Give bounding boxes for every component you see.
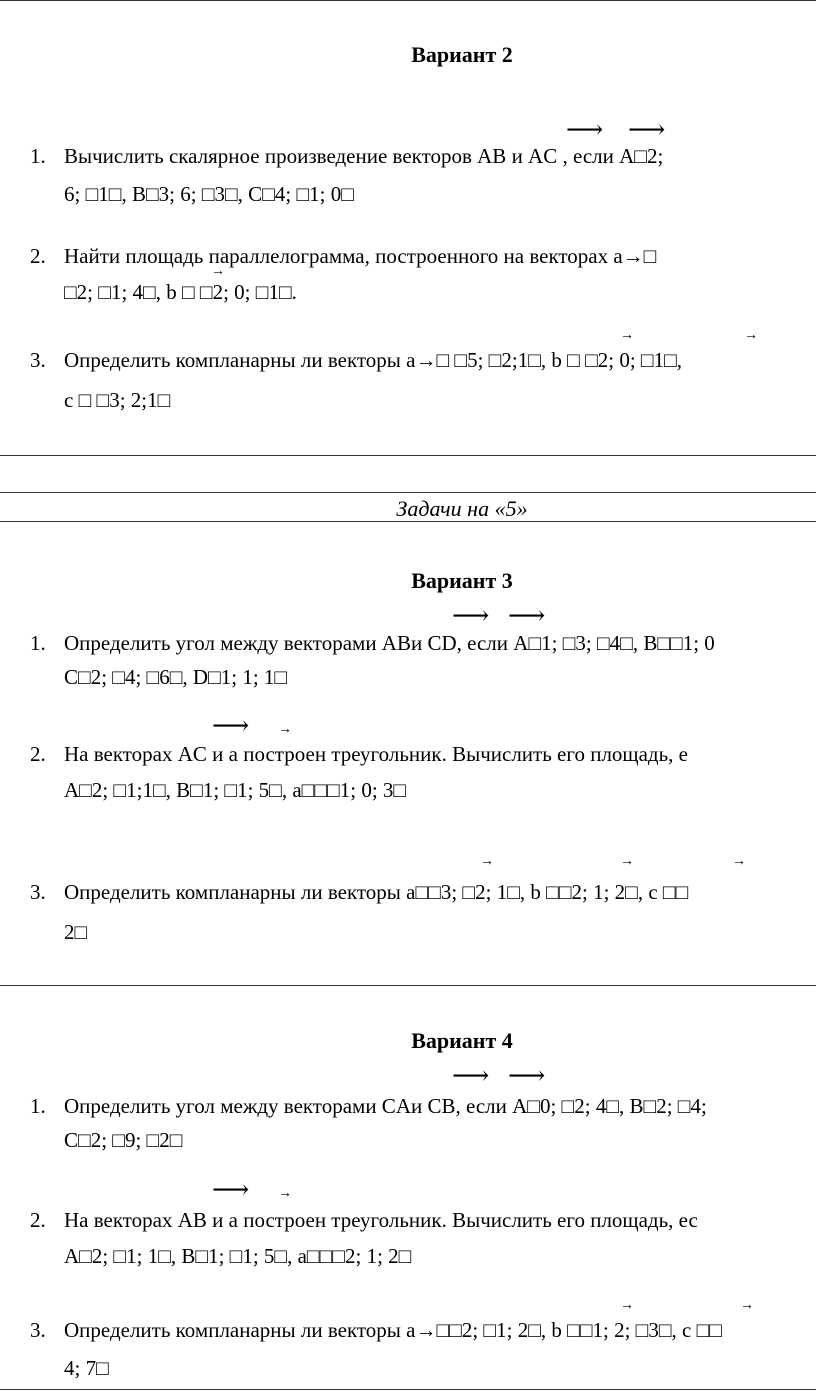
task-text: Вычислить скалярное произведение векторов AB и AC , если A□2;	[64, 144, 664, 168]
variant-2-title: Вариант 2	[411, 42, 513, 67]
section-title: Задачи на «5»	[396, 496, 528, 521]
task-number: 3.	[30, 880, 46, 904]
divider-rule	[0, 492, 816, 493]
task-text: A□2; □1;1□, B□1; □1; 5□, a□□□1; 0; 3□	[64, 778, 407, 802]
task-number: 3.	[30, 348, 46, 372]
vector-arrow: →	[620, 328, 634, 343]
vector-arrow: →	[620, 1298, 634, 1313]
vector-arrow: ⟶	[566, 115, 604, 144]
task-text: C□2; □4; □6□, D□1; 1; 1□	[64, 665, 288, 689]
vector-arrow: ⟶	[212, 711, 250, 740]
task-text: Определить угол между векторами CAи CB, если A□0; □2; 4□, B□2; □4;	[64, 1094, 707, 1118]
task-text: 2□	[64, 920, 88, 944]
task-text: Определить компланарны ли векторы a→□□2; □1; 2□, b □□1; 2; □3□, c □□	[64, 1318, 722, 1342]
top-rule	[0, 0, 816, 1]
vector-arrow: ⟶	[452, 601, 490, 630]
variant-4-title: Вариант 4	[411, 1028, 513, 1053]
vector-arrow: ⟶	[508, 601, 546, 630]
task-text: Определить компланарны ли векторы a□□3; □2; 1□, b □□2; 1; 2□, c □□	[64, 880, 689, 904]
task-number: 1.	[30, 1094, 46, 1118]
task-number: 1.	[30, 144, 46, 168]
task-text: Найти площадь параллелограмма, построенного на векторах a→□	[64, 244, 657, 268]
vector-arrow: →	[278, 1186, 292, 1201]
divider-rule	[0, 455, 816, 456]
vector-arrow: →	[211, 264, 225, 279]
task-text: Определить угол между векторами ABи CD, если A□1; □3; □4□, B□□1; 0	[64, 631, 715, 655]
vector-arrow: ⟶	[212, 1175, 250, 1204]
task-text: На векторах AC и a построен треугольник. Вычислить его площадь, е	[64, 742, 689, 766]
vector-arrow: ⟶	[452, 1061, 490, 1090]
task-text: □2; □1; 4□, b □ □2; 0; □1□.	[64, 280, 297, 304]
vector-arrow: →	[278, 722, 292, 737]
vector-arrow: →	[744, 328, 758, 343]
vector-arrow: →	[480, 854, 494, 869]
task-text: c □ □3; 2;1□	[64, 388, 171, 412]
task-number: 2.	[30, 1208, 46, 1232]
vector-arrow: →	[740, 1298, 754, 1313]
task-text: C□2; □9; □2□	[64, 1128, 183, 1152]
vector-arrow: ⟶	[628, 115, 666, 144]
bottom-rule	[0, 1389, 816, 1390]
variant-3-title: Вариант 3	[411, 568, 513, 593]
task-text: Определить компланарны ли векторы a→□ □5; □2;1□, b □ □2; 0; □1□,	[64, 348, 683, 372]
task-text: 6; □1□, B□3; 6; □3□, C□4; □1; 0□	[64, 182, 354, 206]
task-number: 1.	[30, 631, 46, 655]
task-number: 3.	[30, 1318, 46, 1342]
task-text: A□2; □1; 1□, B□1; □1; 5□, a□□□2; 1; 2□	[64, 1244, 412, 1268]
task-number: 2.	[30, 244, 46, 268]
vector-arrow: →	[620, 854, 634, 869]
task-text: На векторах AB и a построен треугольник. Вычислить его площадь, ес	[64, 1208, 698, 1232]
vector-arrow: →	[732, 854, 746, 869]
task-text: 4; 7□	[64, 1356, 109, 1380]
divider-rule	[0, 985, 816, 986]
vector-arrow: ⟶	[508, 1061, 546, 1090]
task-number: 2.	[30, 742, 46, 766]
